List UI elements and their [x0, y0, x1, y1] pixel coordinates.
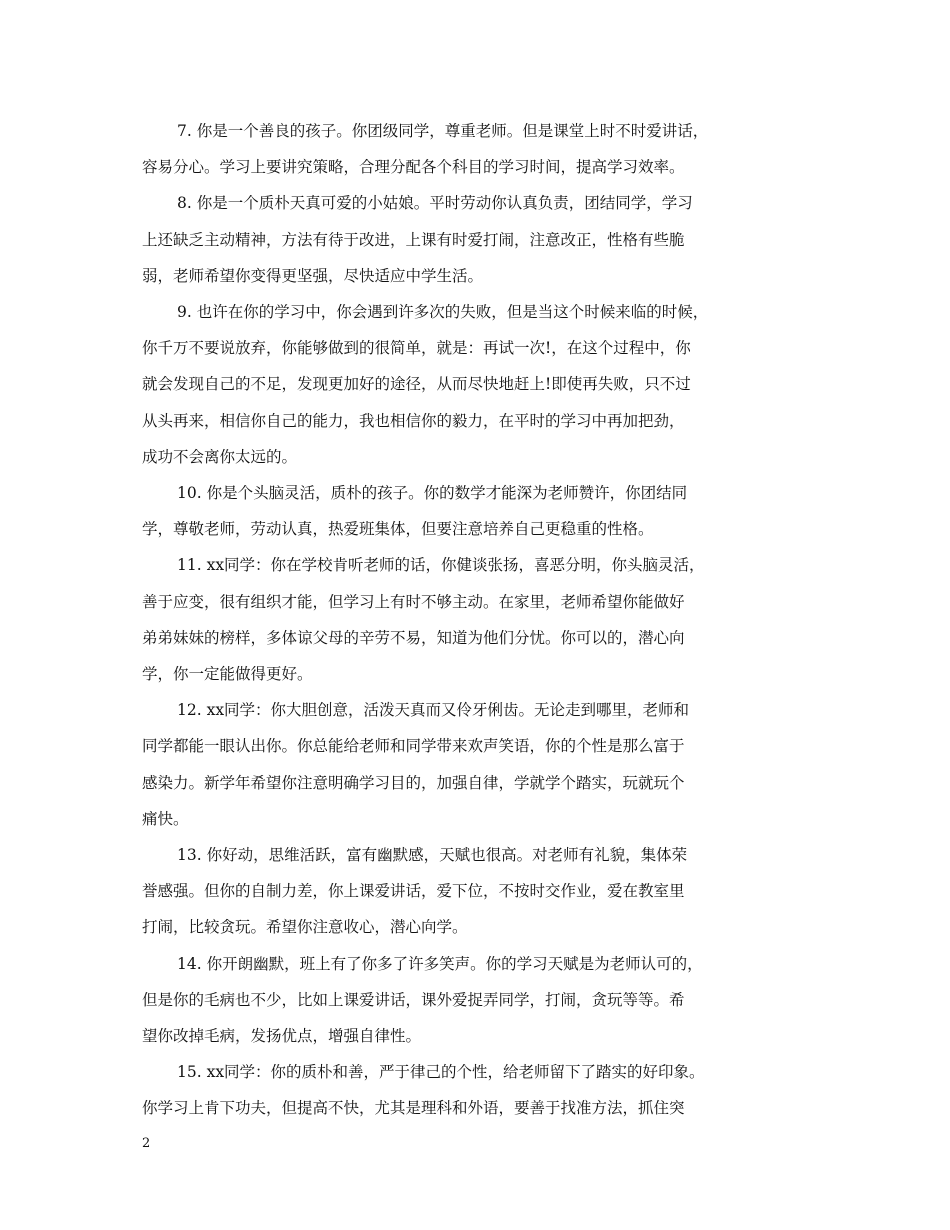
paragraph-line: 容易分心。学习上要讲究策略，合理分配各个科目的学习时间，提高学习效率。 — [142, 158, 685, 177]
document-body — [142, 113, 814, 1127]
paragraph-15 — [142, 1054, 814, 1126]
paragraph-12 — [142, 692, 814, 837]
paragraph-line: 13. 你好动，思维活跃，富有幽默感，天赋也很高。对老师有礼貌，集体荣 — [177, 846, 688, 865]
paragraph-14 — [142, 946, 814, 1055]
paragraph-line: 同学都能一眼认出你。你总能给老师和同学带来欢声笑语，你的个性是那么富于 — [142, 737, 685, 756]
paragraph-line: 10. 你是个头脑灵活，质朴的孩子。你的数学才能深为老师赞许，你团结同 — [177, 484, 688, 503]
paragraph-line: 7. 你是一个善良的孩子。你团级同学，尊重老师。但是课堂上时不时爱讲话， — [177, 122, 709, 140]
paragraph-10 — [142, 475, 814, 547]
paragraph-line: 打闹，比较贪玩。希望你注意收心，潜心向学。 — [142, 918, 468, 937]
paragraph-line: 感染力。新学年希望你注意明确学习目的，加强自律，学就学个踏实，玩就玩个 — [142, 773, 685, 792]
paragraph-line: 从头再来，相信你自己的能力，我也相信你的毅力，在平时的学习中再加把劲， — [142, 411, 685, 430]
paragraph-line: 弱，老师希望你变得更坚强，尽快适应中学生活。 — [142, 266, 484, 285]
paragraph-line: 誉感强。但你的自制力差，你上课爱讲话，爱下位，不按时交作业，爱在教室里 — [142, 882, 685, 901]
paragraph-line: 学，尊敬老师，劳动认真，热爱班集体，但要注意培养自己更稳重的性格。 — [142, 520, 654, 539]
paragraph-line: 你学习上肯下功夫，但提高不快，尤其是理科和外语，要善于找准方法，抓住突 — [142, 1099, 685, 1118]
paragraph-line: 15. xx同学：你的质朴和善，严于律己的个性，给老师留下了踏实的好印象。 — [177, 1063, 705, 1082]
paragraph-13 — [142, 837, 814, 946]
paragraph-line: 上还缺乏主动精神，方法有待于改进，上课有时爱打闹，注意改正，性格有些脆 — [142, 230, 685, 249]
paragraph-line: 弟弟妹妹的榜样，多体谅父母的辛劳不易，知道为他们分忧。你可以的，潜心向 — [142, 628, 685, 647]
paragraph-line: 8. 你是一个质朴天真可爱的小姑娘。平时劳动你认真负责，团结同学，学习 — [177, 194, 693, 213]
paragraph-line: 痛快。 — [142, 809, 189, 828]
paragraph-line: 学，你一定能做得更好。 — [142, 665, 313, 684]
paragraph-line: 你千万不要说放弃，你能够做到的很简单，就是：再试一次!，在这个过程中，你 — [142, 339, 691, 358]
paragraph-line: 12. xx同学：你大胆创意，活泼天真而又伶牙俐齿。无论走到哪里，老师和 — [177, 701, 690, 720]
paragraph-line: 11. xx同学：你在学校肯听老师的话，你健谈张扬，喜恶分明，你头脑灵活， — [177, 556, 705, 575]
paragraph-9 — [142, 294, 814, 475]
paragraph-line: 就会发现自己的不足，发现更加好的途径，从而尽快地赶上!即使再失败，只不过 — [142, 375, 691, 394]
paragraph-line: 望你改掉毛病，发扬优点，增强自律性。 — [142, 1027, 422, 1046]
paragraph-line: 善于应变，很有组织才能，但学习上有时不够主动。在家里，老师希望你能做好 — [142, 592, 685, 611]
page-number: 2 — [142, 1136, 151, 1151]
paragraph-11 — [142, 547, 814, 692]
paragraph-line: 14. 你开朗幽默，班上有了你多了许多笑声。你的学习天赋是为老师认可的， — [177, 954, 703, 973]
paragraph-8 — [142, 185, 814, 294]
paragraph-line: 9. 也许在你的学习中，你会遇到许多次的失败，但是当这个时候来临的时候， — [177, 303, 709, 322]
paragraph-line: 成功不会离你太远的。 — [142, 447, 298, 466]
paragraph-7 — [142, 113, 814, 185]
paragraph-line: 但是你的毛病也不少，比如上课爱讲话，课外爱捉弄同学，打闹，贪玩等等。希 — [142, 990, 685, 1009]
